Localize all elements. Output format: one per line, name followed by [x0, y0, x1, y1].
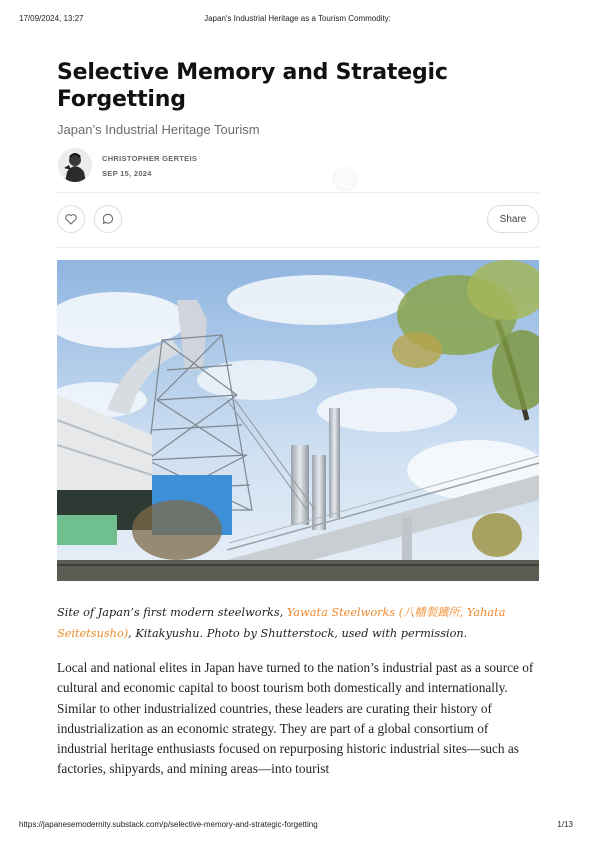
divider-top: [57, 192, 539, 193]
comment-button[interactable]: [94, 205, 122, 233]
print-url: https://japanesemodernity.substack.com/p/selective-memory-and-strategic-forgetting: [19, 820, 318, 829]
article-subtitle: Japan’s Industrial Heritage Tourism: [57, 122, 260, 137]
hero-photo[interactable]: [57, 260, 539, 581]
author-photo-icon: [58, 148, 92, 182]
caption-prefix: Site of Japan’s first modern steelworks,: [57, 606, 287, 619]
steelworks-photo: [57, 260, 539, 581]
body-paragraph: Local and national elites in Japan have turned to the nation’s industrial past as a source of cultural and economic capital to boost tourism both domestically and internationally. Similar to other industrialized countries, these leaders are curating their history of industrialization as an economic strategy. They are part of a global consortium of industrial heritage enthusiasts focused on repurposing historic industrial sites—such as factories, shipyards, and mining areas—into tourist: [57, 660, 534, 777]
post-date: SEP 15, 2024: [102, 169, 152, 178]
share-button[interactable]: Share: [487, 205, 539, 233]
caption-link[interactable]: Yawata Steelworks (八幡製鐵所, Yahata Seitetsusho): [57, 606, 506, 640]
author-name[interactable]: CHRISTOPHER GERTEIS: [102, 154, 198, 163]
faint-overlay-circle: [333, 167, 357, 191]
print-page-number: 1/13: [557, 820, 573, 829]
article-title: Selective Memory and Strategic Forgetting: [57, 60, 448, 112]
divider-bottom: [57, 247, 539, 248]
photo-caption: [57, 602, 539, 644]
author-avatar[interactable]: [58, 148, 92, 182]
like-button[interactable]: [57, 205, 85, 233]
caption-suffix: , Kitakyushu. Photo by Shutterstock, used with permission.: [128, 627, 468, 640]
speech-bubble-icon: [101, 212, 115, 226]
heart-icon: [64, 212, 78, 226]
print-datetime: 17/09/2024, 13:27: [19, 14, 84, 23]
print-doc-title: Japan's Industrial Heritage as a Tourism Commodity:: [204, 14, 391, 23]
